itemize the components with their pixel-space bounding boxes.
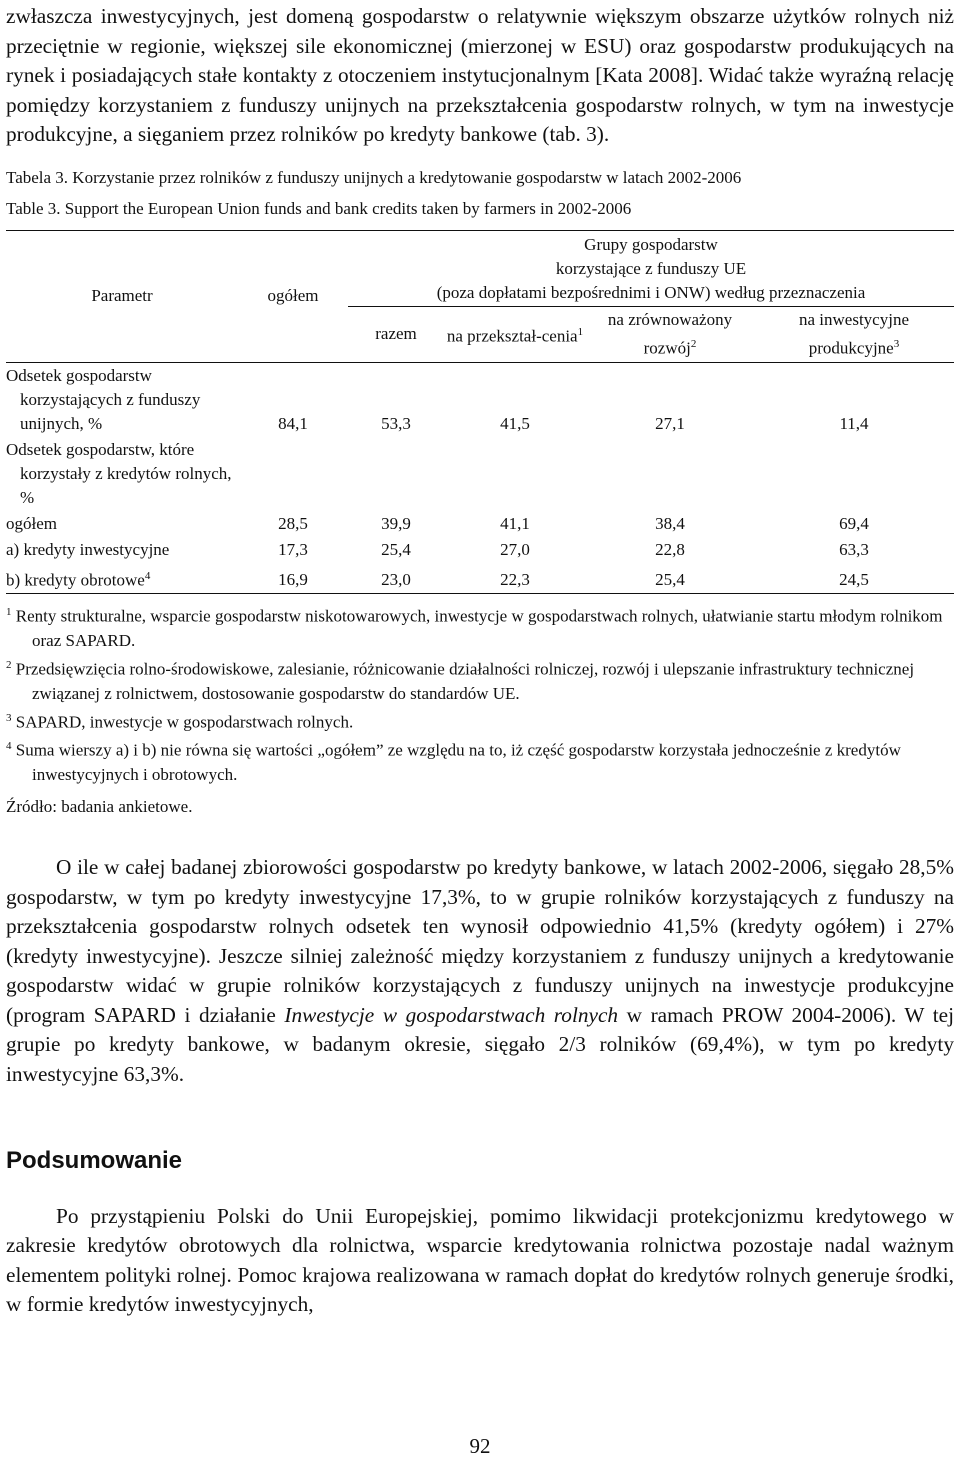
document-page [6, 0, 954, 1320]
table-caption-en: Table 3. Support the European Union funds and bank credits taken by farmers in 2002-2006 [6, 198, 632, 218]
header-sustainable-sup: 2 [690, 337, 697, 350]
data-table [6, 230, 954, 594]
cell-sustainable: 25,4 [655, 570, 685, 590]
body-paragraph-italic: Inwestycje w gospodarstwach rolnych [284, 1002, 619, 1027]
footnote-mark: 4 [6, 740, 12, 753]
header-sustainable-label: na zrównoważony rozwój [607, 309, 733, 358]
section-heading: Podsumowanie [6, 1146, 183, 1174]
cell-sustainable: 22,8 [655, 539, 685, 559]
cell-total: 84,1 [278, 413, 308, 433]
header-group [348, 230, 954, 306]
cell-sustainable: 27,1 [655, 413, 685, 433]
header-transform-label: na przekształ-cenia [446, 326, 578, 346]
header-transform [444, 306, 586, 362]
cell-transform: 41,1 [500, 513, 530, 533]
header-razem: razem [348, 306, 444, 362]
page-number: 92 [469, 1434, 491, 1458]
header-investment-sup: 3 [893, 337, 900, 350]
cell-investment: 11,4 [839, 413, 869, 433]
cell-total [238, 437, 348, 511]
header-total: ogółem [238, 230, 348, 362]
header-investment [754, 306, 954, 362]
table-row [6, 511, 954, 537]
row-label: a) kredyty inwestycyjne [6, 539, 170, 559]
table-row [6, 362, 954, 437]
table-row [6, 537, 954, 563]
row-label: ogółem [6, 513, 57, 533]
header-investment-label: na inwestycyjne produkcyjne [799, 309, 909, 358]
footnote-text: SAPARD, inwestycje w gospodarstwach rolnych. [15, 712, 354, 732]
cell-razem: 25,4 [381, 539, 411, 559]
footnote-mark: 3 [6, 711, 12, 724]
cell-razem [348, 437, 444, 511]
table-row [6, 437, 954, 511]
row-label-sup: 4 [144, 569, 151, 582]
header-group-line1: Grupy gospodarstw [584, 234, 718, 254]
cell-investment: 63,3 [839, 539, 869, 559]
cell-transform: 41,5 [500, 413, 530, 433]
cell-investment [754, 437, 954, 511]
body-paragraph-part1: O ile w całej badanej zbiorowości gospodarstw po kredyty bankowe, w latach 2002-2006, sięgało 28,5% gospodarstw, w tym po kredyty inwestycyjne 17,3%, to w grupie rolników korzystających z funduszy na przekształcenia gospodarstw rolnych odsetek ten wynosił odpowiednio 41,5% (kredyty ogółem) i 27% (kredyty inwestycyjne). Jeszcze silniej zależność między korzystaniem z funduszy unijnych a kredytowanie gospodarstw widać w grupie rolników korzystających z funduszy unijnych na inwestycje produkcyjne (program SAPARD i działanie [6, 854, 954, 1027]
row-label: Odsetek gospodarstw, które korzystały z kredytów rolnych, % [6, 439, 232, 507]
cell-total: 17,3 [278, 539, 308, 559]
cell-transform: 27,0 [500, 539, 530, 559]
footnote-text: Renty strukturalne, wsparcie gospodarstw niskotowarowych, inwestycje w gospodarstwach rolnych, ułatwianie startu młodym rolnikom oraz SAPARD. [15, 606, 943, 650]
header-group-line2: korzystające z funduszy UE [555, 258, 747, 278]
footnote [6, 600, 954, 653]
intro-paragraph: zwłaszcza inwestycyjnych, jest domeną gospodarstw o relatywnie większym obszarze użytków rolnych niż przeciętnie w regionie, większej sile ekonomicznej (mierzonej w ESU) oraz gospodarstw produkujących na rynek i posiadających stałe kontakty z otoczeniem instytucjonalnym [Kata 2008]. Widać także wyraźną relację pomiędzy korzystaniem z funduszy unijnych na przekształcenia gospodarstw rolnych, w tym na inwestycje produkcyjne, a sięganiem przez rolników po kredyty bankowe (tab. 3). [6, 4, 954, 147]
cell-investment: 69,4 [839, 513, 869, 533]
table-footnotes [6, 600, 954, 787]
footnote-mark: 1 [6, 606, 12, 619]
footnote-text: Przedsięwzięcia rolno-środowiskowe, zalesianie, różnicowanie działalności rolniczej, rozwój i ulepszanie infrastruktury technicznej związanej z rolnictwem, dostosowanie gospodarstw do standardów UE. [15, 659, 915, 703]
table-source: Źródło: badania ankietowe. [6, 796, 193, 816]
cell-razem: 23,0 [381, 570, 411, 590]
cell-transform [444, 437, 586, 511]
cell-razem: 39,9 [381, 513, 411, 533]
header-group-line3: (poza dopłatami bezpośrednimi i ONW) według przeznaczenia [436, 282, 866, 302]
footnote-mark: 2 [6, 658, 12, 671]
table-caption-pl: Tabela 3. Korzystanie przez rolników z funduszy unijnych a kredytowanie gospodarstw w latach 2002-2006 [6, 167, 742, 187]
header-sustainable [586, 306, 754, 362]
cell-investment: 24,5 [839, 570, 869, 590]
table-row [6, 563, 954, 594]
body-paragraph [6, 853, 954, 1090]
footnote [6, 734, 954, 787]
body-paragraph-part2: w ramach PROW 2004-2006). W tej grupie po kredyty bankowe, w badanym okresie, sięgało 2/3 rolników (69,4%), w tym po kredyty inwestycyjne 63,3%. [6, 1002, 954, 1087]
cell-total: 28,5 [278, 513, 308, 533]
footnote [6, 653, 954, 706]
cell-sustainable [586, 437, 754, 511]
row-label: Odsetek gospodarstw korzystających z funduszy unijnych, % [6, 365, 201, 433]
cell-razem: 53,3 [381, 413, 411, 433]
header-transform-sup: 1 [577, 325, 584, 338]
cell-total: 16,9 [278, 570, 308, 590]
summary-paragraph: Po przystąpieniu Polski do Unii Europejskiej, pomimo likwidacji protekcjonizmu kredytowego w zakresie kredytów obrotowych dla rolnictwa, wsparcie kredytowania rolnictwa pozostaje nadal ważnym elementem polityki rolnej. Pomoc krajowa realizowana w ramach dopłat do kredytów rolnych generuje środki, w formie kredytów inwestycyjnych, [6, 1203, 954, 1317]
row-label [6, 563, 238, 594]
cell-sustainable: 38,4 [655, 513, 685, 533]
header-parameter: Parametr [6, 230, 238, 362]
cell-transform: 22,3 [500, 570, 530, 590]
footnote [6, 706, 954, 735]
footnote-text: Suma wierszy a) i b) nie równa się wartości „ogółem” ze względu na to, iż część gospodarstw korzystała jednocześnie z kredytów inwestycyjnych i obrotowych. [15, 740, 901, 784]
row-label-text: b) kredyty obrotowe [6, 570, 145, 590]
